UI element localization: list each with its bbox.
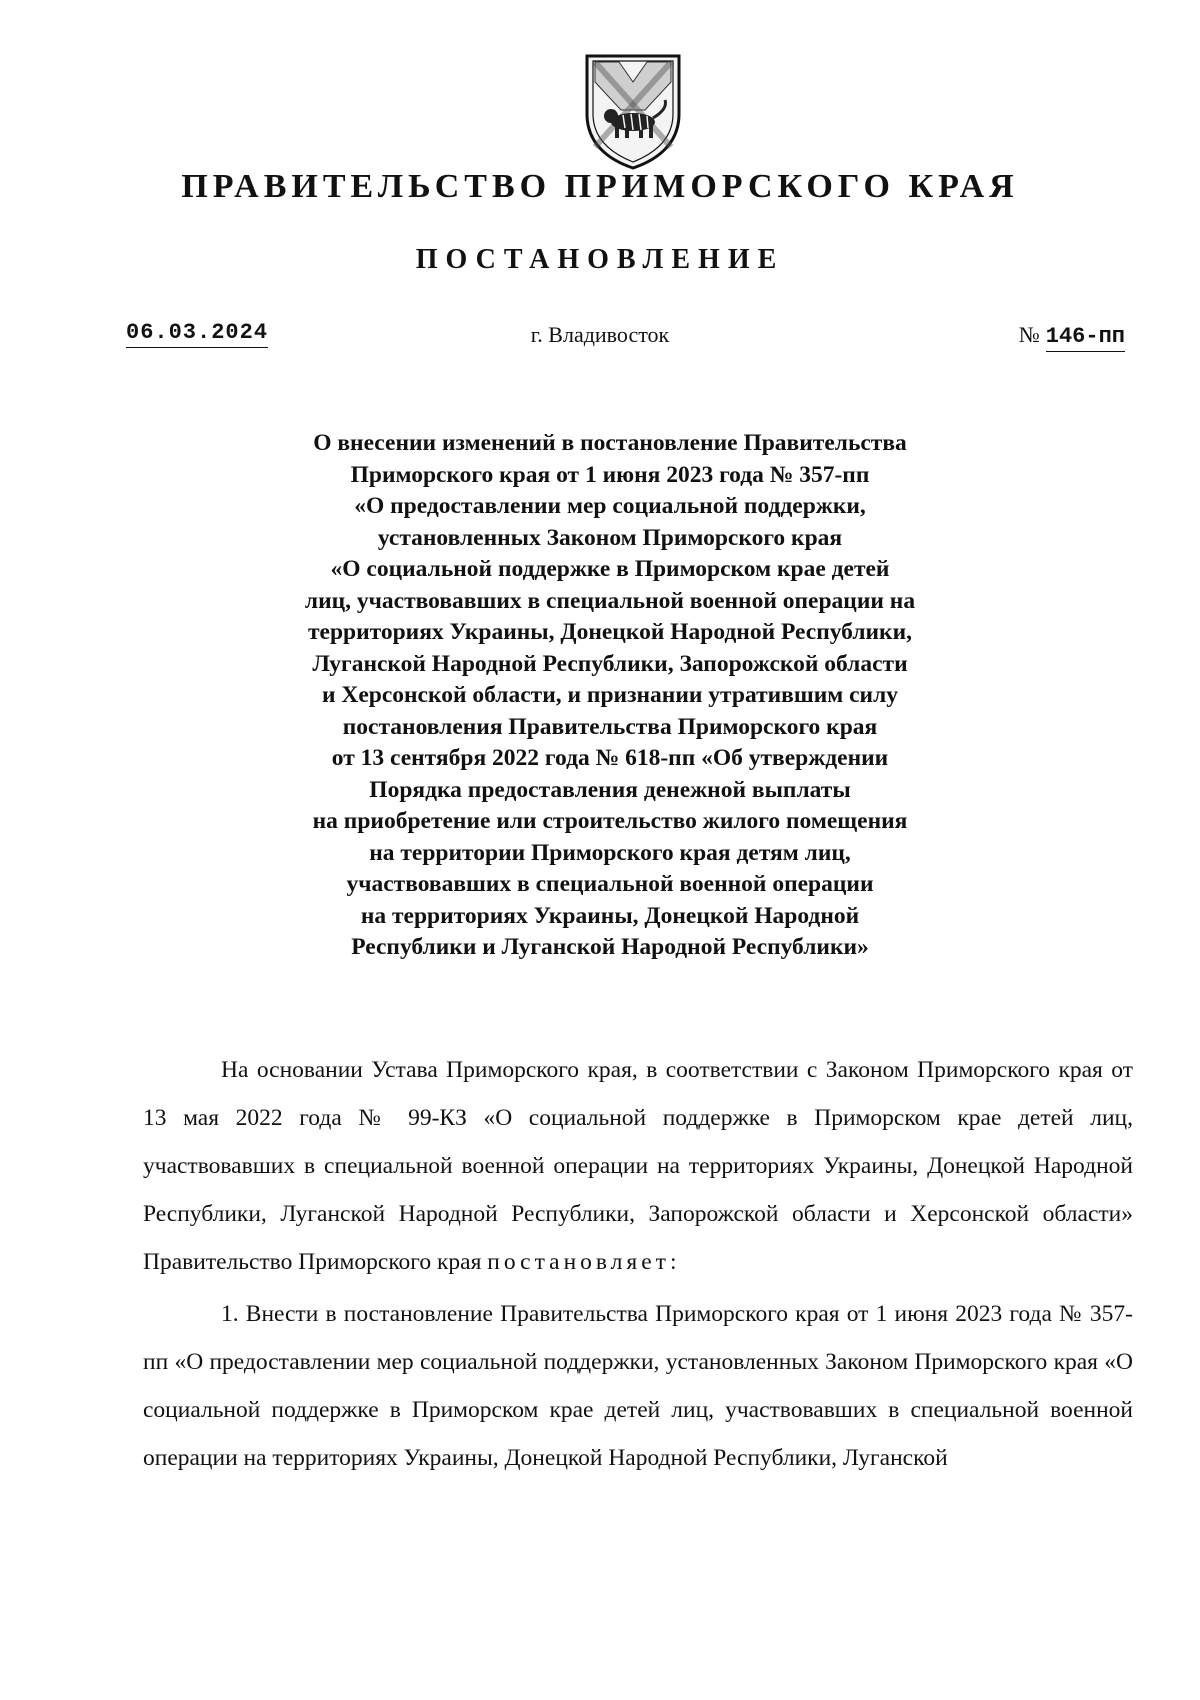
title-line: лиц, участвовавших в специальной военной операции на xyxy=(304,587,916,614)
title-line: постановления Правительства Приморского края xyxy=(342,713,878,740)
title-line: территориях Украины, Донецкой Народной Республики, xyxy=(307,619,913,645)
title-line: Порядка предоставления денежной выплаты xyxy=(369,776,851,803)
title-line: от 13 сентября 2022 года № 618-пп «Об утверждении xyxy=(331,745,889,771)
title-line: и Херсонской области, и признании утратившим силу xyxy=(321,682,899,708)
title-line: участвовавших в специальной военной операции xyxy=(346,871,874,897)
title-line: Республики и Луганской Народной Республики» xyxy=(351,934,869,960)
organization-title: ПРАВИТЕЛЬСТВО ПРИМОРСКОГО КРАЯ xyxy=(181,168,1019,205)
document-number xyxy=(1019,322,1125,349)
title-line: на приобретение или строительство жилого помещения xyxy=(312,808,908,834)
title-line: Луганской Народной Республики, Запорожской области xyxy=(312,650,908,677)
preamble-text: На основании Устава Приморского края, в соответствии с Законом Приморского края от 13 мая 2022 года № 99-КЗ «О социальной поддержке в Приморском крае детей лиц, участвовавших в специальной военной операции на территориях Украины, Донецкой Народной Республики, Луганской Народной Республики, Запорожской области и Херсонской области» Правительство Приморского края xyxy=(143,1057,1133,1275)
document-number-value: 146-пп xyxy=(1046,324,1125,352)
title-line: на территориях Украины, Донецкой Народной xyxy=(360,902,860,929)
document-number-prefix: № xyxy=(1018,322,1040,347)
document-title xyxy=(230,428,990,964)
document-body xyxy=(143,1046,1133,1486)
title-line: Приморского края от 1 июня 2023 года № 357-пп xyxy=(350,461,870,488)
title-line: О внесении изменений в постановление Правительства xyxy=(313,430,907,456)
document-date: 06.03.2024 xyxy=(126,320,268,348)
item-1-paragraph: 1. Внести в постановление Правительства Приморского края от 1 июня 2023 года № 357-пп «О предоставлении мер социальной поддержки, установленных Законом Приморского края «О социальной поддержке в Приморском крае детей лиц, участвовавших в специальной военной операции на территориях Украины, Донецкой Народной Республики, Луганской xyxy=(143,1301,1133,1471)
document-city: г. Владивосток xyxy=(530,322,670,347)
resolves-word: постановляет: xyxy=(487,1249,681,1275)
preamble-paragraph xyxy=(143,1046,1133,1286)
title-line: на территории Приморского края детям лиц, xyxy=(369,839,851,866)
title-line: установленных Законом Приморского края xyxy=(377,524,843,551)
title-line: «О социальной поддержке в Приморском крае детей xyxy=(330,556,890,582)
title-line: «О предоставлении мер социальной поддержки, xyxy=(354,493,866,519)
document-type: ПОСТАНОВЛЕНИЕ xyxy=(415,244,785,275)
coat-of-arms-icon xyxy=(581,52,685,172)
